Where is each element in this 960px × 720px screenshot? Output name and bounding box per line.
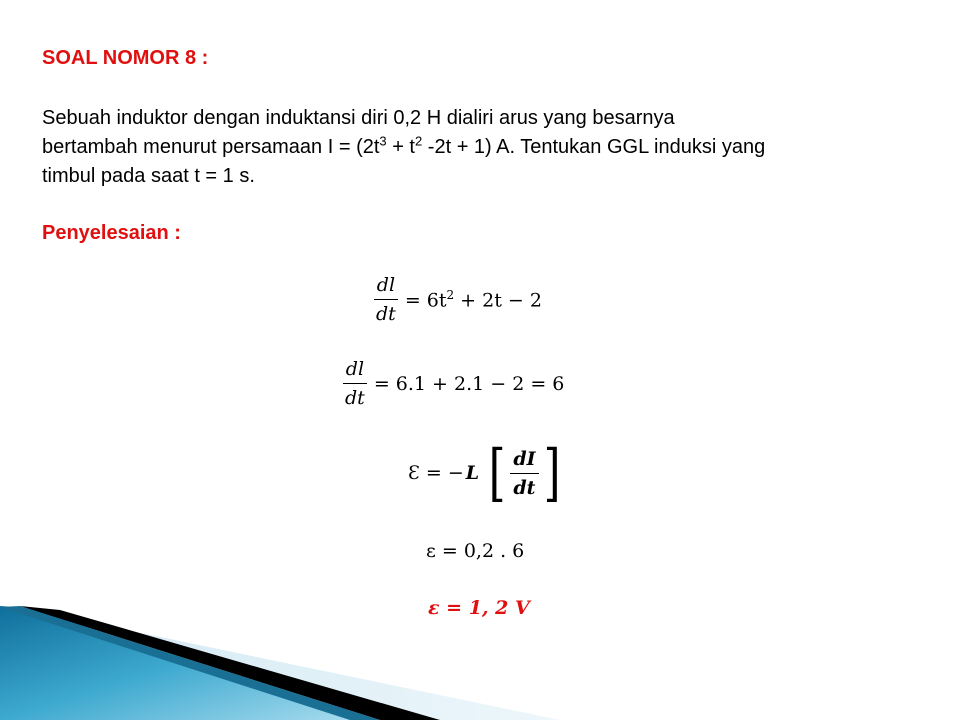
derivative-fraction	[510, 448, 538, 499]
exponent: 3	[379, 133, 387, 149]
exponent: 2	[415, 133, 423, 149]
fraction-denominator: dt	[376, 303, 396, 325]
fraction-denominator: dt	[345, 387, 365, 409]
inductance-symbol: L	[465, 462, 480, 484]
fraction-denominator: dt	[513, 476, 536, 499]
problem-line-2b: + t	[386, 136, 415, 158]
equation-4	[426, 540, 524, 562]
right-bracket: ]	[543, 436, 561, 509]
equation-2	[342, 358, 564, 409]
fraction-numerator: dl	[343, 358, 367, 384]
emf-result: ε = 1, 2 V	[428, 597, 530, 619]
equation-3	[408, 436, 564, 509]
fraction-numerator: dl	[374, 274, 398, 300]
problem-title: SOAL NOMOR 8 :	[42, 47, 209, 69]
left-bracket: [	[488, 436, 506, 509]
final-answer	[428, 597, 530, 619]
bracket-expression	[485, 436, 564, 509]
emf-lhs: Ɛ = −	[408, 462, 464, 484]
fraction-numerator: dI	[510, 448, 538, 474]
equation-rhs: = $6t^2 + 2t - 2$	[404, 287, 542, 312]
problem-line-2a: bertambah menurut persamaan I = (2t	[42, 136, 380, 158]
emf-substitution: ε = 0,2 . 6	[426, 540, 525, 562]
problem-statement	[42, 104, 922, 191]
problem-line-1: Sebuah induktor dengan induktansi diri 0,2 H dialiri arus yang besarnya	[42, 107, 675, 129]
equation-1	[373, 274, 542, 325]
solution-title: Penyelesaian :	[42, 222, 181, 244]
derivative-fraction	[373, 274, 399, 325]
problem-line-3: timbul pada saat t = 1 s.	[42, 165, 255, 187]
equation-rhs: = 6.1 + 2.1 − 2 = 6	[373, 372, 565, 395]
problem-line-2c: -2t + 1) A. Tentukan GGL induksi yang	[422, 136, 766, 158]
derivative-fraction	[342, 358, 368, 409]
